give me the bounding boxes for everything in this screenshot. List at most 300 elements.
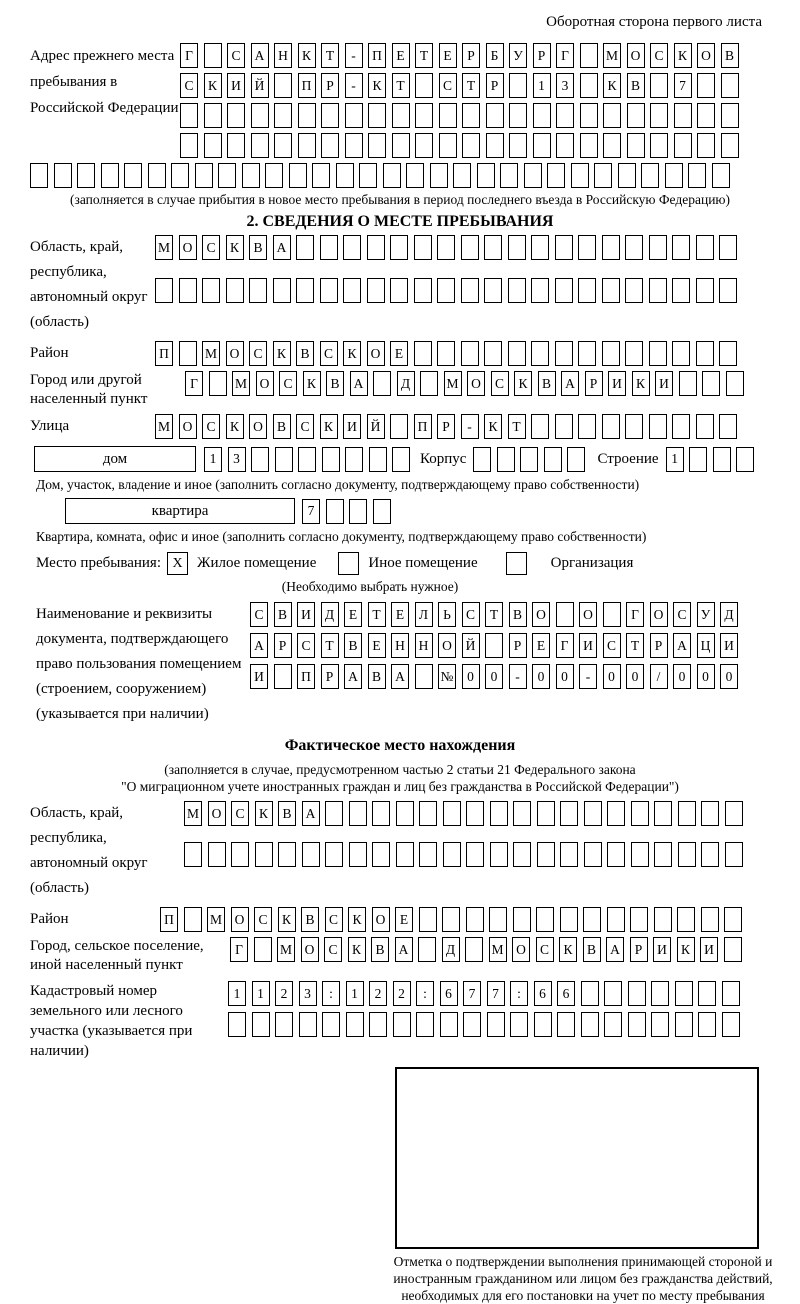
grid-cell: М [155, 414, 173, 439]
grid-cell: Т [462, 73, 480, 98]
grid-cell [208, 842, 226, 867]
grid-cell: В [274, 602, 292, 627]
grid-cell [508, 235, 526, 260]
grid-cell: О [226, 341, 244, 366]
grid-cell [631, 801, 649, 826]
grid-cell: Р [437, 414, 455, 439]
grid-cell [625, 341, 643, 366]
grid-cell: С [324, 937, 342, 962]
grid-cell [465, 937, 483, 962]
grid-cell [581, 1012, 599, 1037]
grid-cell [171, 163, 189, 188]
grid-cell [345, 447, 363, 472]
grid-cell: С [250, 602, 268, 627]
fact-region-row-1 [184, 801, 743, 826]
checkbox-other-premises [338, 552, 359, 575]
grid-cell: В [301, 907, 319, 932]
grid-cell [508, 278, 526, 303]
grid-cell [390, 414, 408, 439]
grid-cell [578, 278, 596, 303]
grid-cell [719, 341, 737, 366]
grid-cell: С [536, 937, 554, 962]
grid-cell: К [303, 371, 321, 396]
grid-cell: П [298, 73, 316, 98]
grid-cell [489, 907, 507, 932]
grid-cell: Г [556, 43, 574, 68]
grid-cell: Р [274, 633, 292, 658]
fact-district-label: Район [30, 911, 69, 927]
grid-cell [372, 801, 390, 826]
grid-cell: О [249, 414, 267, 439]
grid-cell [289, 163, 307, 188]
option-organization-label: Организация [550, 555, 634, 571]
grid-cell: Д [442, 937, 460, 962]
grid-cell: С [462, 602, 480, 627]
prev-address-row-4 [180, 133, 739, 158]
grid-cell: П [160, 907, 178, 932]
fact-region-label: Область, край, республика, автономный округ (область) [30, 805, 148, 896]
grid-cell [255, 842, 273, 867]
grid-cell [544, 447, 562, 472]
doc-label: Наименование и реквизиты документа, подтверждающего право пользования помещением (строением, сооружением) (указывается при наличии) [36, 606, 242, 722]
grid-cell [531, 235, 549, 260]
grid-cell: - [345, 43, 363, 68]
grid-cell: У [509, 43, 527, 68]
grid-cell [701, 801, 719, 826]
grid-cell [677, 907, 695, 932]
grid-cell [560, 801, 578, 826]
grid-cell [725, 801, 743, 826]
grid-cell [179, 341, 197, 366]
grid-cell: 2 [275, 981, 293, 1006]
grid-cell: Д [397, 371, 415, 396]
grid-cell [251, 447, 269, 472]
grid-cell [322, 1012, 340, 1037]
grid-cell [204, 133, 222, 158]
grid-cell [584, 801, 602, 826]
grid-cell: Ь [438, 602, 456, 627]
grid-cell: А [273, 235, 291, 260]
grid-cell [392, 103, 410, 128]
grid-cell: А [673, 633, 691, 658]
grid-cell [531, 278, 549, 303]
grid-cell [513, 907, 531, 932]
checkbox-residential: X [167, 552, 188, 575]
grid-cell: Е [344, 602, 362, 627]
grid-cell [674, 133, 692, 158]
fact-city-row [230, 937, 742, 962]
grid-cell: 7 [302, 499, 320, 524]
grid-cell: Т [485, 602, 503, 627]
grid-cell: И [297, 602, 315, 627]
grid-cell: С [249, 341, 267, 366]
grid-cell [312, 163, 330, 188]
grid-cell [415, 133, 433, 158]
grid-cell: К [559, 937, 577, 962]
grid-cell [437, 278, 455, 303]
prev-address-caption: (заполняется в случае прибытия в новое место пребывания в период последнего въезда в Российскую Федерацию) [69, 192, 731, 207]
region-row-1 [155, 235, 737, 260]
grid-cell [697, 133, 715, 158]
grid-cell: Б [486, 43, 504, 68]
grid-cell [581, 981, 599, 1006]
grid-cell: С [603, 633, 621, 658]
grid-cell [625, 278, 643, 303]
grid-cell [204, 43, 222, 68]
grid-cell [204, 103, 222, 128]
grid-cell: В [509, 602, 527, 627]
grid-cell: У [697, 602, 715, 627]
grid-cell: К [368, 73, 386, 98]
grid-cell [713, 447, 731, 472]
grid-cell [555, 341, 573, 366]
grid-cell: А [250, 633, 268, 658]
grid-cell: К [348, 907, 366, 932]
grid-cell [415, 73, 433, 98]
grid-cell: К [674, 43, 692, 68]
grid-cell: В [627, 73, 645, 98]
grid-cell [537, 842, 555, 867]
grid-cell: 3 [556, 73, 574, 98]
house-row [204, 447, 410, 472]
grid-cell [510, 1012, 528, 1037]
grid-cell: / [650, 664, 668, 689]
street-row [155, 414, 737, 439]
doc-row-3 [250, 664, 738, 689]
grid-cell [672, 235, 690, 260]
grid-cell [698, 981, 716, 1006]
grid-cell: В [344, 633, 362, 658]
grid-cell: Р [650, 633, 668, 658]
grid-cell [649, 341, 667, 366]
grid-cell [202, 278, 220, 303]
grid-cell: К [298, 43, 316, 68]
grid-cell [603, 103, 621, 128]
house-labelbox: дом [34, 446, 196, 472]
grid-cell [485, 633, 503, 658]
grid-cell: И [343, 414, 361, 439]
grid-cell [390, 235, 408, 260]
grid-cell [490, 801, 508, 826]
grid-cell: 1 [228, 981, 246, 1006]
grid-cell [654, 801, 672, 826]
option-residential-label: Жилое помещение [197, 555, 317, 571]
grid-cell [607, 801, 625, 826]
confirmation-mark-caption: Отметка о подтверждении выполнения принимающей стороной и иностранным гражданином или лицом без гражданства действий, необходимых для его постановки на учет по месту пребывания [393, 1254, 773, 1303]
grid-cell: М [603, 43, 621, 68]
district-row [155, 341, 737, 366]
grid-cell [463, 1012, 481, 1037]
grid-cell [725, 842, 743, 867]
grid-cell: И [720, 633, 738, 658]
grid-cell: О [467, 371, 485, 396]
grid-cell [651, 981, 669, 1006]
grid-cell [218, 163, 236, 188]
grid-cell [555, 278, 573, 303]
grid-cell: Е [391, 602, 409, 627]
grid-cell: Е [392, 43, 410, 68]
grid-cell: 2 [369, 981, 387, 1006]
grid-cell: К [603, 73, 621, 98]
grid-cell [419, 801, 437, 826]
grid-cell [721, 133, 739, 158]
grid-cell [701, 907, 719, 932]
grid-cell: Н [415, 633, 433, 658]
grid-cell [719, 235, 737, 260]
prev-address-row-3 [180, 103, 739, 128]
grid-cell [628, 1012, 646, 1037]
grid-cell [603, 602, 621, 627]
grid-cell [578, 235, 596, 260]
grid-cell: О [256, 371, 274, 396]
region-row-2 [155, 278, 737, 303]
grid-cell: В [296, 341, 314, 366]
grid-cell [556, 133, 574, 158]
grid-cell [124, 163, 142, 188]
grid-cell: С [491, 371, 509, 396]
grid-cell [689, 447, 707, 472]
grid-cell [345, 103, 363, 128]
grid-cell [461, 341, 479, 366]
grid-cell [473, 447, 491, 472]
grid-cell: К [514, 371, 532, 396]
grid-cell: М [184, 801, 202, 826]
grid-cell: А [344, 664, 362, 689]
region-label: Область, край, республика, автономный округ (область) [30, 239, 148, 330]
cadastre-label: Кадастровый номер земельного или лесного участка (указывается при наличии) [30, 983, 193, 1059]
grid-cell: Р [509, 633, 527, 658]
grid-cell: С [202, 414, 220, 439]
grid-cell: 1 [533, 73, 551, 98]
house-caption: Дом, участок, владение и иное (заполнить согласно документу, подтверждающему право собственности) [36, 477, 640, 492]
stroenie-row [666, 447, 755, 472]
grid-cell [393, 1012, 411, 1037]
grid-cell: А [391, 664, 409, 689]
grid-cell: 1 [346, 981, 364, 1006]
grid-cell [556, 103, 574, 128]
grid-cell [531, 414, 549, 439]
grid-cell: В [371, 937, 389, 962]
grid-cell [675, 1012, 693, 1037]
grid-cell [101, 163, 119, 188]
grid-cell [580, 133, 598, 158]
grid-cell: Т [368, 602, 386, 627]
grid-cell [367, 278, 385, 303]
grid-cell [497, 447, 515, 472]
grid-cell [487, 1012, 505, 1037]
grid-cell: 0 [462, 664, 480, 689]
grid-cell [320, 235, 338, 260]
grid-cell: С [279, 371, 297, 396]
grid-cell: С [254, 907, 272, 932]
grid-cell: 0 [673, 664, 691, 689]
grid-cell: А [251, 43, 269, 68]
grid-cell [251, 103, 269, 128]
grid-cell: С [202, 235, 220, 260]
grid-cell [675, 981, 693, 1006]
grid-cell [321, 103, 339, 128]
grid-cell [580, 103, 598, 128]
grid-cell [631, 842, 649, 867]
grid-cell [678, 801, 696, 826]
grid-cell: М [155, 235, 173, 260]
grid-cell: К [484, 414, 502, 439]
grid-cell [298, 103, 316, 128]
district-label: Район [30, 345, 69, 361]
grid-cell [346, 1012, 364, 1037]
grid-cell: Й [251, 73, 269, 98]
grid-cell [265, 163, 283, 188]
grid-cell: М [444, 371, 462, 396]
grid-cell: О [372, 907, 390, 932]
grid-cell [702, 371, 720, 396]
grid-cell [437, 235, 455, 260]
grid-cell [383, 163, 401, 188]
grid-cell: - [461, 414, 479, 439]
grid-cell: И [227, 73, 245, 98]
grid-cell: В [368, 664, 386, 689]
grid-cell [602, 278, 620, 303]
grid-cell: К [677, 937, 695, 962]
grid-cell: И [700, 937, 718, 962]
grid-cell [466, 842, 484, 867]
grid-cell [274, 133, 292, 158]
grid-cell [273, 278, 291, 303]
grid-cell: Р [321, 73, 339, 98]
grid-cell: С [180, 73, 198, 98]
grid-cell: 0 [697, 664, 715, 689]
grid-cell [701, 842, 719, 867]
grid-cell [275, 447, 293, 472]
grid-cell: В [538, 371, 556, 396]
grid-cell: Т [321, 43, 339, 68]
grid-cell [195, 163, 213, 188]
grid-cell [461, 278, 479, 303]
grid-cell [625, 414, 643, 439]
grid-cell: 0 [556, 664, 574, 689]
grid-cell: К [255, 801, 273, 826]
grid-cell [349, 842, 367, 867]
grid-cell [406, 163, 424, 188]
grid-cell: А [350, 371, 368, 396]
grid-cell [555, 414, 573, 439]
grid-cell [184, 907, 202, 932]
grid-cell [419, 907, 437, 932]
grid-cell [509, 133, 527, 158]
grid-cell [180, 133, 198, 158]
grid-cell [649, 414, 667, 439]
grid-cell: 0 [532, 664, 550, 689]
grid-cell: Т [508, 414, 526, 439]
grid-cell [583, 907, 601, 932]
grid-cell: Й [462, 633, 480, 658]
grid-cell [654, 907, 672, 932]
grid-cell [641, 163, 659, 188]
grid-cell: П [155, 341, 173, 366]
grid-cell [555, 235, 573, 260]
grid-cell [274, 73, 292, 98]
grid-cell [520, 447, 538, 472]
grid-cell [296, 235, 314, 260]
grid-cell [349, 499, 367, 524]
grid-cell: 6 [440, 981, 458, 1006]
city-row [185, 371, 744, 396]
grid-cell: Т [626, 633, 644, 658]
grid-cell: Р [585, 371, 603, 396]
grid-cell [228, 1012, 246, 1037]
grid-cell: И [653, 937, 671, 962]
grid-cell [414, 341, 432, 366]
apartment-caption: Квартира, комната, офис и иное (заполнить согласно документу, подтверждающему право собственности) [36, 529, 647, 544]
grid-cell [602, 235, 620, 260]
grid-cell [416, 1012, 434, 1037]
grid-cell [274, 103, 292, 128]
grid-cell: А [561, 371, 579, 396]
doc-row-2 [250, 633, 738, 658]
grid-cell: В [326, 371, 344, 396]
grid-cell: С [227, 43, 245, 68]
grid-cell: Е [439, 43, 457, 68]
grid-cell [736, 447, 754, 472]
grid-cell [368, 103, 386, 128]
grid-cell [500, 163, 518, 188]
grid-cell [298, 447, 316, 472]
grid-cell [580, 73, 598, 98]
street-label: Улица [30, 418, 70, 434]
grid-cell: : [416, 981, 434, 1006]
grid-cell: О [512, 937, 530, 962]
grid-cell [274, 664, 292, 689]
grid-cell [184, 842, 202, 867]
grid-cell [302, 842, 320, 867]
page-side-note: Оборотная сторона первого листа [546, 14, 762, 30]
grid-cell [242, 163, 260, 188]
grid-cell [696, 414, 714, 439]
grid-cell [719, 414, 737, 439]
grid-cell: О [650, 602, 668, 627]
grid-cell: О [179, 414, 197, 439]
grid-cell [148, 163, 166, 188]
grid-cell: А [606, 937, 624, 962]
grid-cell [534, 1012, 552, 1037]
grid-cell [509, 103, 527, 128]
grid-cell: М [232, 371, 250, 396]
grid-cell: И [579, 633, 597, 658]
grid-cell: О [208, 801, 226, 826]
fact-region-row-2 [184, 842, 743, 867]
grid-cell [688, 163, 706, 188]
grid-cell: 0 [720, 664, 738, 689]
grid-cell [531, 341, 549, 366]
grid-cell [298, 133, 316, 158]
grid-cell: Г [626, 602, 644, 627]
grid-cell: С [296, 414, 314, 439]
grid-cell: Р [486, 73, 504, 98]
grid-cell [547, 163, 565, 188]
grid-cell: С [320, 341, 338, 366]
grid-cell [627, 103, 645, 128]
stay-label: Место пребывания: [36, 555, 161, 571]
grid-cell [373, 499, 391, 524]
grid-cell: К [278, 907, 296, 932]
grid-cell: М [207, 907, 225, 932]
grid-cell [415, 103, 433, 128]
grid-cell [604, 1012, 622, 1037]
grid-cell [672, 278, 690, 303]
grid-cell [320, 278, 338, 303]
grid-cell: К [273, 341, 291, 366]
grid-cell: И [608, 371, 626, 396]
